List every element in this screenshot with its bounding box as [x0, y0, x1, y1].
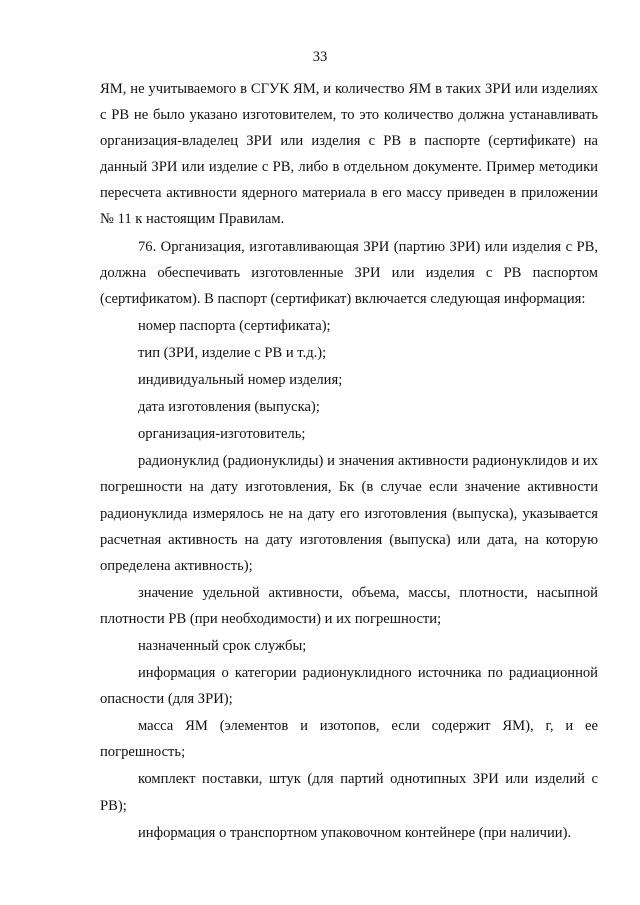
- list-item: тип (ЗРИ, изделие с РВ и т.д.);: [138, 344, 327, 361]
- list-item: значение удельной активности, объема, массы, плотности, насыпной плотности РВ (при необходимости) и их погрешности;: [100, 584, 598, 627]
- list-item: информация о транспортном упаковочном контейнере (при наличии).: [138, 824, 572, 841]
- list-item: организация-изготовитель;: [138, 426, 306, 443]
- list-item: комплект поставки, штук (для партий однотипных ЗРИ или изделий с РВ);: [100, 771, 598, 814]
- list-item: радионуклид (радионуклиды) и значения активности радионуклидов и их погрешности на дату изготовления, Бк (в случае если значение активности радионуклида измерялось не на дату его изготовления (выпуска), указывается расчетная активность на дату изготовления (выпуска) или дата, на которую определена активность);: [100, 453, 598, 574]
- paragraph-continuation: ЯМ, не учитываемого в СГУК ЯМ, и количество ЯМ в таких ЗРИ или изделиях с РВ не было указано изготовителем, то это количество должна устанавливать организация-владелец ЗРИ или изделия с РВ в паспорте (сертификате) на данный ЗРИ или изделие с РВ, либо в отдельном документе. Пример методики пересчета активности ядерного материала в его массу приведен в приложении № 11 к настоящим Правилам.: [100, 81, 598, 228]
- list-item: назначенный срок службы;: [138, 637, 307, 654]
- list-item: масса ЯМ (элементов и изотопов, если содержит ЯМ), г, и ее погрешность;: [100, 718, 598, 761]
- list-item: информация о категории радионуклидного источника по радиационной опасности (для ЗРИ);: [100, 665, 598, 708]
- list-item: индивидуальный номер изделия;: [138, 372, 343, 389]
- list-item: номер паспорта (сертификата);: [138, 317, 331, 334]
- page-number: 33: [312, 49, 328, 65]
- document-body: [100, 76, 598, 846]
- list-item: дата изготовления (выпуска);: [138, 399, 320, 416]
- paragraph-76: 76. Организация, изготавливающая ЗРИ (партию ЗРИ) или изделия с РВ, должна обеспечивать изготовленные ЗРИ или изделия с РВ паспортом (сертификатом). В паспорт (сертификат) включается следующая информация:: [100, 238, 598, 307]
